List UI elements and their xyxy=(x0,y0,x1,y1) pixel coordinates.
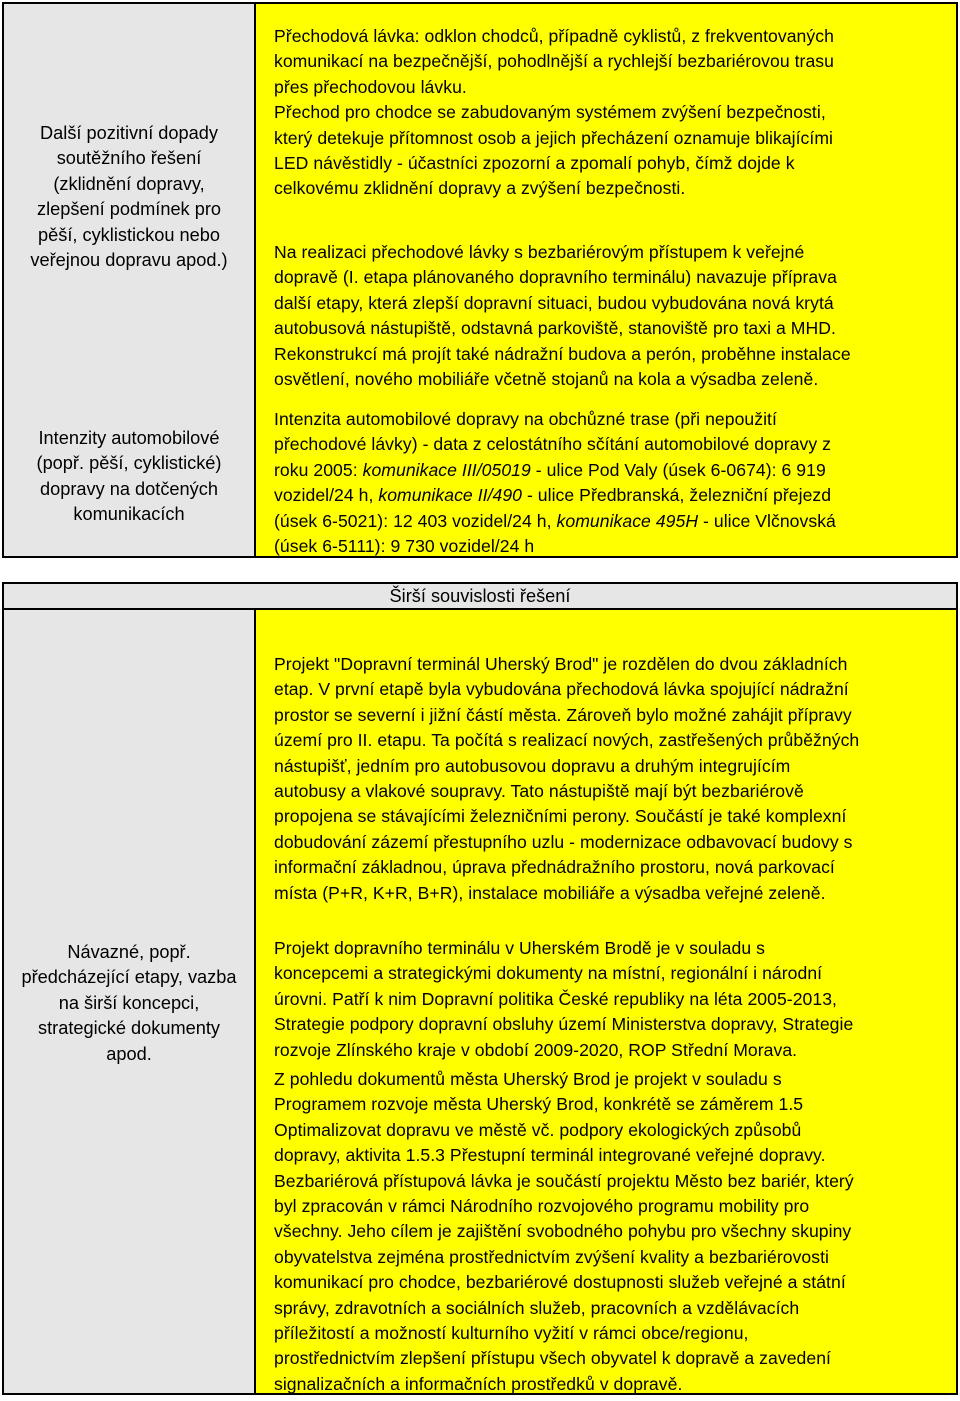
road-495h: komunikace 495H xyxy=(556,510,699,531)
impacts-content-cell xyxy=(254,2,958,558)
strategy-alignment-paragraph: Projekt dopravního terminálu v Uherském Brodě je v souladu s koncepcemi a strategickými dokumenty na místní, regionální i národní úrovni. Patří k nim Dopravní politika České republiky na léta 2005-2013, Strategie podpory dopravní obsluhy území Ministerstva dopravy, Strategie rozvoje Zlínského kraje v období 2009-2020, ROP Střední Morava. xyxy=(274,938,854,1060)
traffic-text-part-d: - ulice Vlčnovská (úsek 6-5111): 9 730 vozidel/24 h xyxy=(274,510,836,557)
next-stage-paragraph: Na realizaci přechodové lávky s bezbariérovým přístupem k veřejné dopravě (I. etapa plánovaného dopravního terminálu) navazuje příprava další etapy, která zlepší dopravní situaci, budou vybudována nová krytá autobusová nástupiště, odstavná parkoviště, stanoviště pro taxi a MHD. Rekonstrukcí má projít také nádražní budova a perón, proběhne instalace osvětlení, nového mobiliáře včetně stojanů na kola a výsadba zeleně. xyxy=(274,242,851,390)
traffic-text-part-c: - ulice Předbranská, železniční přejezd (úsek 6-5021): 12 403 vozidel/24 h, xyxy=(274,485,832,531)
impacts-label-cell xyxy=(2,2,256,558)
footbridge-paragraph: Přechodová lávka: odklon chodců, případně cyklistů, z frekventovaných komunikací na bezpečnější, pohodlnější a rychlejší bezbariérovou trasu přes přechodovou lávku. Přechod pro chodce se zabudovaným systémem zvýšení bezpečnosti, který detekuje přítomnost osob a jejich přecházení oznamuje blikajícími LED návěstidly - účastníci zpozorní a zpomalí pohyb, čímž dojde k celkovému zklidnění dopravy a zvýšení bezpečnosti. xyxy=(274,26,834,199)
project-stages-paragraph: Projekt "Dopravní terminál Uherský Brod" je rozdělen do dvou základních etap. V první etapě byla vybudována přechodová lávka spojující nádražní prostor se severní i jižní částí města. Zároveň bylo možné zahájit přípravy území pro II. etapu. Ta počítá s realizací nových, zastřešených průběžných nástupišť, jedním pro autobusovou dopravu a druhým integrujícím autobusy a vlakové soupravy. Tato nástupiště mají být bezbariérově propojena se stávajícími železničními perony. Součástí je také komplexní dobudování zázemí přestupního uzlu - modernizace odbavovací budovy s informační základnou, úprava přednádražního prostoru, nová parkovací místa (P+R, K+R, B+R), instalace mobiliáře a výsadba veřejné zeleně. xyxy=(274,654,860,903)
related-stages-label-cell xyxy=(2,608,256,1395)
road-iii-05019: komunikace III/05019 xyxy=(362,459,531,480)
wider-context-title: Širší souvislosti řešení xyxy=(389,586,571,606)
traffic-text-part-a: Intenzita automobilové dopravy na obchůzné trase (při nepoužití přechodové lávky) - data z celostátního sčítání automobilové dopravy z roku 2005: xyxy=(274,409,832,480)
traffic-text-part-b: - ulice Pod Valy (úsek 6-0674): 6 919 vozidel/24 h, xyxy=(274,459,826,506)
impacts-label: Další pozitivní dopady soutěžního řešení (zklidnění dopravy, zlepšení podmínek pro pěší, cyklistickou nebo veřejnou dopravu apod.) xyxy=(30,123,228,271)
traffic-intensity-paragraph xyxy=(274,407,954,559)
traffic-intensity-label: Intenzity automobilové (popř. pěší, cyklistické) dopravy na dotčených komunikacích xyxy=(36,428,222,525)
related-stages-label: Návazné, popř. předcházející etapy, vazba na širší koncepci, strategické dokumenty apod. xyxy=(21,942,237,1064)
road-ii-490: komunikace II/490 xyxy=(378,485,523,506)
wider-context-header xyxy=(2,582,958,610)
city-documents-paragraph: Z pohledu dokumentů města Uherský Brod je projekt v souladu s Programem rozvoje města Uherský Brod, konkrétě se záměrem 1.5 Optimalizovat dopravu ve městě vč. podpory ekologických způsobů dopravy, aktivita 1.5.3 Přestupní terminál integrované veřejné dopravy. Bezbariérová přístupová lávka je součástí projektu Město bez bariér, který byl zpracován v rámci Národního rozvojového programu mobility pro všechny. Jeho cílem je zajištění svobodného pohybu pro všechny skupiny obyvatelstva zejména prostřednictvím zvýšení kvality a bezbariérovosti komunikací pro chodce, bezbariérové dostupnosti služeb veřejné a státní správy, zdravotních a sociálních služeb, pracovních a vzdělávacích příležitostí a možností kulturního vyžití v rámci obce/regionu, prostřednictvím zlepšení přístupu všech obyvatel k dopravě a zavedení signalizačních a informačních prostředků v dopravě. xyxy=(274,1069,854,1394)
related-stages-content-cell xyxy=(254,608,958,1395)
